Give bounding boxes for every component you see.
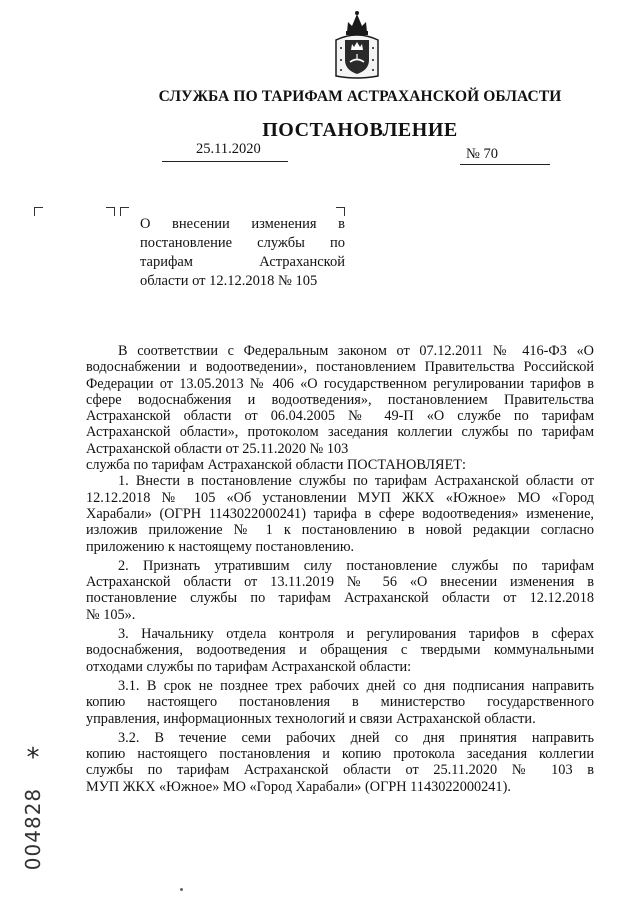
body-line: сфере водоснабжения и водоотведения», постановлением Правительства (86, 391, 594, 408)
body-line: Астраханской области», протоколом заседания коллегии службы по тарифам (86, 424, 594, 441)
document-number: № 70 (466, 146, 498, 162)
body-line: копию настоящего постановления в министерство государственного (86, 694, 594, 711)
margin-corner-mark (106, 207, 115, 216)
body-line: 3. Начальнику отдела контроля и регулирования тарифов в сферах (118, 626, 594, 643)
body-line: МУП ЖКХ «Южное» МО «Город Харабали» (ОГРН 1143022000241). (86, 778, 511, 795)
body-line: изложив приложение № 1 к постановлению в новой редакции согласно (86, 522, 594, 539)
date-underline (162, 161, 288, 162)
body-line: Астраханской области от 25.11.2020 № 103 (86, 440, 349, 457)
document-date: 25.11.2020 (196, 141, 261, 157)
body-line: постановление службы по тарифам Астраханской области от 12.12.2018 (86, 590, 594, 607)
agency-name: СЛУЖБА ПО ТАРИФАМ АСТРАХАНСКОЙ ОБЛАСТИ (158, 88, 562, 105)
body-line: 2. Признать утратившим силу постановление службы по тарифам (118, 557, 594, 574)
body-line: 3.2. В течение семи рабочих дней со дня принятия направить (118, 729, 594, 746)
subject-line: тарифам Астраханской (140, 254, 345, 270)
document-body (86, 343, 594, 795)
subject-line: области от 12.12.2018 № 105 (140, 273, 318, 289)
scan-dot (180, 888, 183, 891)
body-line: Харабали» (ОГРН 1143022000241) тарифа в сфере водоотведения» изменение, (86, 505, 594, 522)
body-line: приложению к настоящему постановлению. (86, 538, 355, 555)
body-line: отходами службы по тарифам Астраханской области: (86, 658, 412, 675)
body-line: № 105». (86, 606, 136, 623)
body-line: водоснабжении и водоотведении», постановлением Правительства Российской (86, 359, 594, 376)
body-line: водоснабжения, водоотведения и обращения с твердыми коммунальными (86, 642, 594, 659)
registration-code: 004828 (21, 787, 45, 871)
document-subject (140, 215, 345, 291)
body-line: служба по тарифам Астраханской области ПОСТАНОВЛЯЕТ: (86, 457, 467, 474)
body-line: службы по тарифам Астраханской области от 25.11.2020 № 103 в (86, 762, 594, 779)
asterisk-mark: * (26, 743, 40, 773)
margin-corner-mark (120, 207, 129, 216)
margin-corner-mark (34, 207, 43, 216)
body-line: В соответствии с Федеральным законом от 07.12.2011 № 416-ФЗ «О (118, 343, 594, 359)
body-line: Федерации от 13.05.2013 № 406 «О государственном регулировании тарифов в (86, 375, 594, 392)
subject-line: О внесении изменения в (140, 216, 345, 232)
registration-stamp (20, 745, 46, 875)
body-line: 12.12.2018 № 105 «Об установлении МУП ЖКХ «Южное» МО «Город (86, 489, 594, 506)
number-underline (460, 164, 550, 165)
document-type-title: ПОСТАНОВЛЕНИЕ (262, 119, 458, 141)
body-line: Астраханской области от 06.04.2005 № 49-П «О службе по тарифам (86, 408, 594, 425)
body-line: Астраханской области от 13.11.2019 № 56 «О внесении изменения в (86, 574, 594, 591)
body-line: 3.1. В срок не позднее трех рабочих дней со дня подписания направить (118, 677, 594, 694)
body-line: 1. Внести в постановление службы по тарифам Астраханской области от (118, 473, 594, 490)
body-line: копию настоящего постановления и копию протокола заседания коллегии (86, 746, 594, 763)
subject-line: постановление службы по (140, 235, 345, 251)
body-line: управления, информационных технологий и связи Астраханской области. (86, 710, 536, 727)
coat-of-arms-icon (333, 10, 381, 80)
